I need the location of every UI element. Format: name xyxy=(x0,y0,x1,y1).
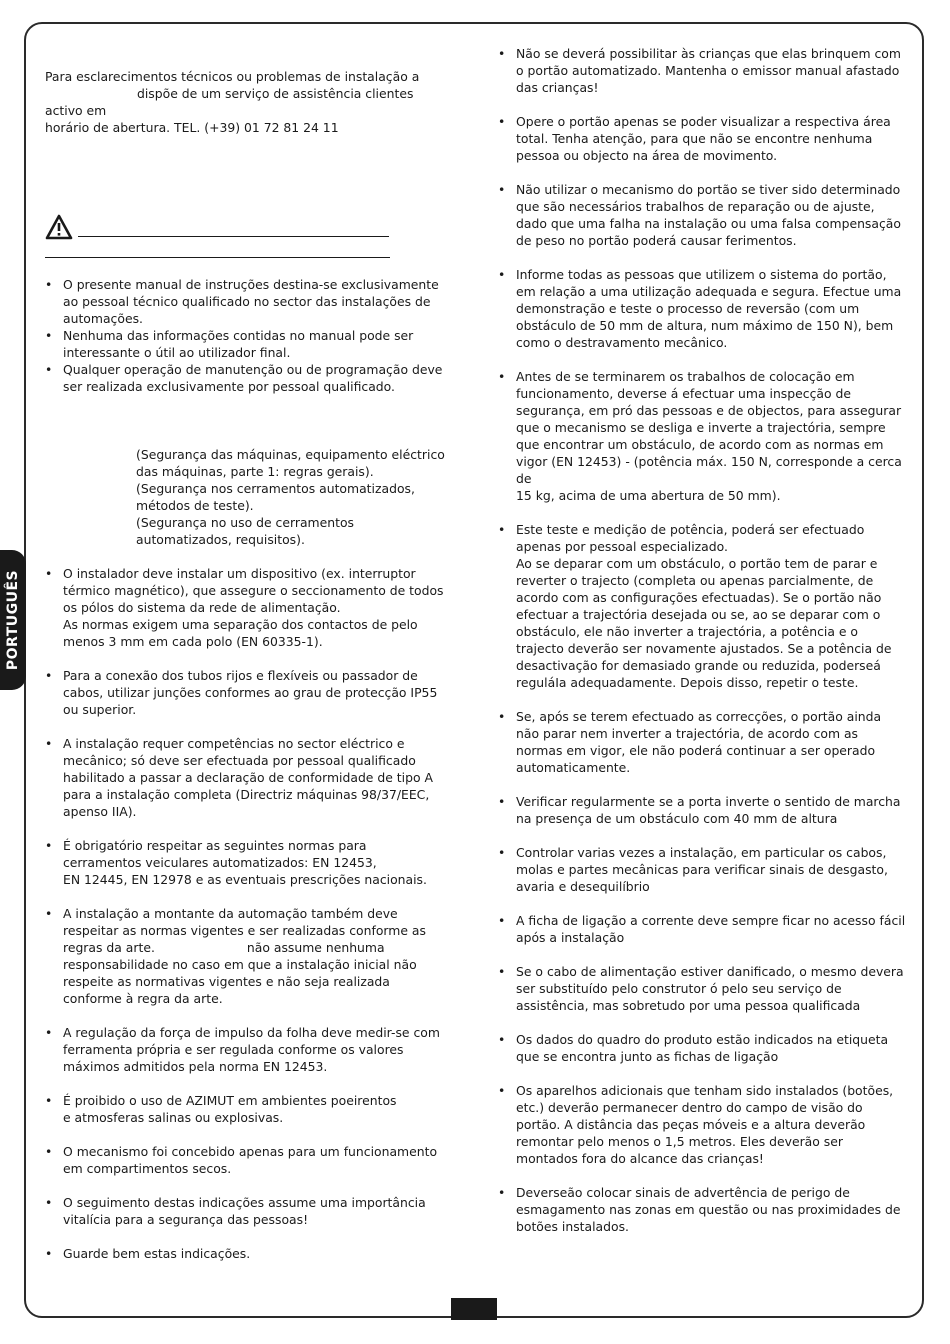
contact-line-2-row xyxy=(45,85,445,119)
installation-list xyxy=(45,565,445,1262)
list-item: • Nenhuma das informações contidas no manual pode ser interessante o útil ao utilizador final. xyxy=(45,327,445,361)
list-item: • É obrigatório respeitar as seguintes normas para cerramentos veiculares automatizados: EN 12453, EN 12445, EN 12978 e as eventuais prescrições nacionais. xyxy=(45,837,445,888)
intro-list xyxy=(45,276,445,395)
list-item: • O presente manual de instruções destina-se exclusivamente ao pessoal técnico qualificado no sector das instalações de automações. xyxy=(45,276,445,327)
list-item: • Para a conexão dos tubos rijos e flexíveis ou passador de cabos, utilizar junções conformes ao grau de protecção IP55 ou superior. xyxy=(45,667,445,718)
norma-item: (Segurança nos cerramentos automatizados, métodos de teste). xyxy=(136,481,415,513)
left-column xyxy=(45,276,445,1262)
list-item: • Controlar varias vezes a instalação, em particular os cabos, molas e partes mecânicas para verificar sinais de desgasto, avaria e desequilíbrio xyxy=(498,844,908,895)
warning-triangle-icon xyxy=(45,214,73,240)
list-item: • Guarde bem estas indicações. xyxy=(45,1245,445,1262)
list-item: • A ficha de ligação a corrente deve sempre ficar no acesso fácil após a instalação xyxy=(498,912,908,946)
warning-rule xyxy=(45,257,390,258)
warning-heading xyxy=(45,212,390,242)
list-item: • Os dados do quadro do produto estão indicados na etiqueta que se encontra junto as fichas de ligação xyxy=(498,1031,908,1065)
language-tab xyxy=(0,550,26,690)
list-item: • Os aparelhos adicionais que tenham sido instalados (botões, etc.) deverão permanecer dentro do campo de visão do portão. A distância das peças móveis e a altura deverão remontar pelo menos o 1,5 metros. Eles deverão ser montados fora do alcance das crianças! xyxy=(498,1082,908,1167)
list-item: • O seguimento destas indicações assume uma importância vitalícia para a segurança das pessoas! xyxy=(45,1194,445,1228)
norma-item: (Segurança no uso de cerramentos automatizados, requisitos). xyxy=(136,515,354,547)
list-item: • Deverseão colocar sinais de advertência de perigo de esmagamento nas zonas em questão ou nas proximidades de botões instalados. xyxy=(498,1184,908,1235)
list-item: • Qualquer operação de manutenção ou de programação deve ser realizada exclusivamente por pessoal qualificado. xyxy=(45,361,445,395)
item-text-a: A instalação a montante da automação também deve respeitar as normas vigentes e ser realizadas conforme as regras da arte. xyxy=(63,906,426,955)
contact-line-3: horário de abertura. TEL. (+39) 01 72 81 24 11 xyxy=(45,120,339,135)
right-column xyxy=(498,45,908,1235)
list-item: • Este teste e medição de potência, poderá ser efectuado apenas por pessoal especializado. Ao se deparar com um obstáculo, o portão tem de parar e reverter o trajecto (completa ou apenas parcialmente, de acordo com as configurações efectuadas). Se o portão não efectuar a trajectória desejada ou se, ao se deparar com o obstáculo, ele não inverter a trajectória, a potência e o trajecto deverão ser novamente ajustados. Se a potência de desactivação for demasiado grande ou reduzida, poderseá reguláIa adequadamente. Depois disso, repetir o teste. xyxy=(498,521,908,691)
page-number-block xyxy=(451,1298,497,1320)
norma-item: (Segurança das máquinas, equipamento eléctrico das máquinas, parte 1: regras gerais). xyxy=(136,447,445,479)
list-item: • É proibido o uso de AZIMUT em ambientes poeirentos e atmosferas salinas ou explosivas. xyxy=(45,1092,445,1126)
list-item: • A regulação da força de impulso da folha deve medir-se com ferramenta própria e ser regulada conforme os valores máximos admitidos pela norma EN 12453. xyxy=(45,1024,445,1075)
normas-list xyxy=(136,446,445,548)
contact-line-1: Para esclarecimentos técnicos ou problemas de instalação a xyxy=(45,69,420,84)
list-item: • O mecanismo foi concebido apenas para um funcionamento em compartimentos secos. xyxy=(45,1143,445,1177)
item-text-b: não assume nenhuma responsabilidade no caso em que a instalação inicial não respeite as normativas vigentes e não seja realizada conforme à regra da arte. xyxy=(63,940,417,1006)
list-item: • A instalação requer competências no sector eléctrico e mecânico; só deve ser efectuada por pessoal qualificado habilitado a passar a declaração de conformidade de tipo A para a instalação completa (Directriz máquinas 98/37/EEC, apenso IIA). xyxy=(45,735,445,820)
list-item: • Antes de se terminarem os trabalhos de colocação em funcionamento, deverse á efectuar uma inspecção de segurança, em pró das pessoas e de objectos, para assegurar que o mecanismo se desliga e inverte a trajectória, sempre que encontrar um obstáculo, de acordo com as normas em vigor (EN 12453) - (potência máx. 150 N, corresponde a cerca de 15 kg, acima de uma abertura de 50 mm). xyxy=(498,368,908,504)
list-item: • Verificar regularmente se a porta inverte o sentido de marcha na presença de um obstáculo com 40 mm de altura xyxy=(498,793,908,827)
safety-list xyxy=(498,45,908,1235)
list-item: • O instalador deve instalar um dispositivo (ex. interruptor térmico magnético), que assegure o seccionamento de todos os pólos do sistema da rede de alimentação. As normas exigem uma separação dos contactos de pelo menos 3 mm em cada polo (EN 60335-1). xyxy=(45,565,445,650)
list-item: • Não utilizar o mecanismo do portão se tiver sido determinado que são necessários trabalhos de reparação ou de ajuste, dado que uma falha na instalação ou uma falsa compensação de peso no portão poderá causar ferimentos. xyxy=(498,181,908,249)
list-item xyxy=(45,905,445,1007)
list-item: • Informe todas as pessoas que utilizem o sistema do portão, em relação a uma utilização adequada e segura. Efectue uma demonstração e teste o processo de reversão (com um obstáculo de 50 mm de altura, num máximo de 150 N), bem como o destravamento mecânico. xyxy=(498,266,908,351)
contact-line-2: dispõe de um serviço de assistência clientes activo em xyxy=(45,86,414,118)
language-tab-label: PORTUGUÊS xyxy=(5,569,21,671)
list-item: • Se, após se terem efectuado as correcções, o portão ainda não parar nem inverter a trajectória, de acordo com as normas em vigor, ele não poderá continuar a ser operado automaticamente. xyxy=(498,708,908,776)
contact-info xyxy=(45,68,445,136)
list-item: • Opere o portão apenas se poder visualizar a respectiva área total. Tenha atenção, para que não se encontre nenhuma pessoa ou objecto na área de movimento. xyxy=(498,113,908,164)
list-item: • Não se deverá possibilitar às crianças que elas brinquem com o portão automatizado. Mantenha o emissor manual afastado das crianças! xyxy=(498,45,908,96)
list-item: • Se o cabo de alimentação estiver danificado, o mesmo devera ser substituído pelo construtor ó pelo seu serviço de assistência, mas sobretudo por uma pessoa qualificada xyxy=(498,963,908,1014)
warning-heading-underline xyxy=(78,236,389,237)
